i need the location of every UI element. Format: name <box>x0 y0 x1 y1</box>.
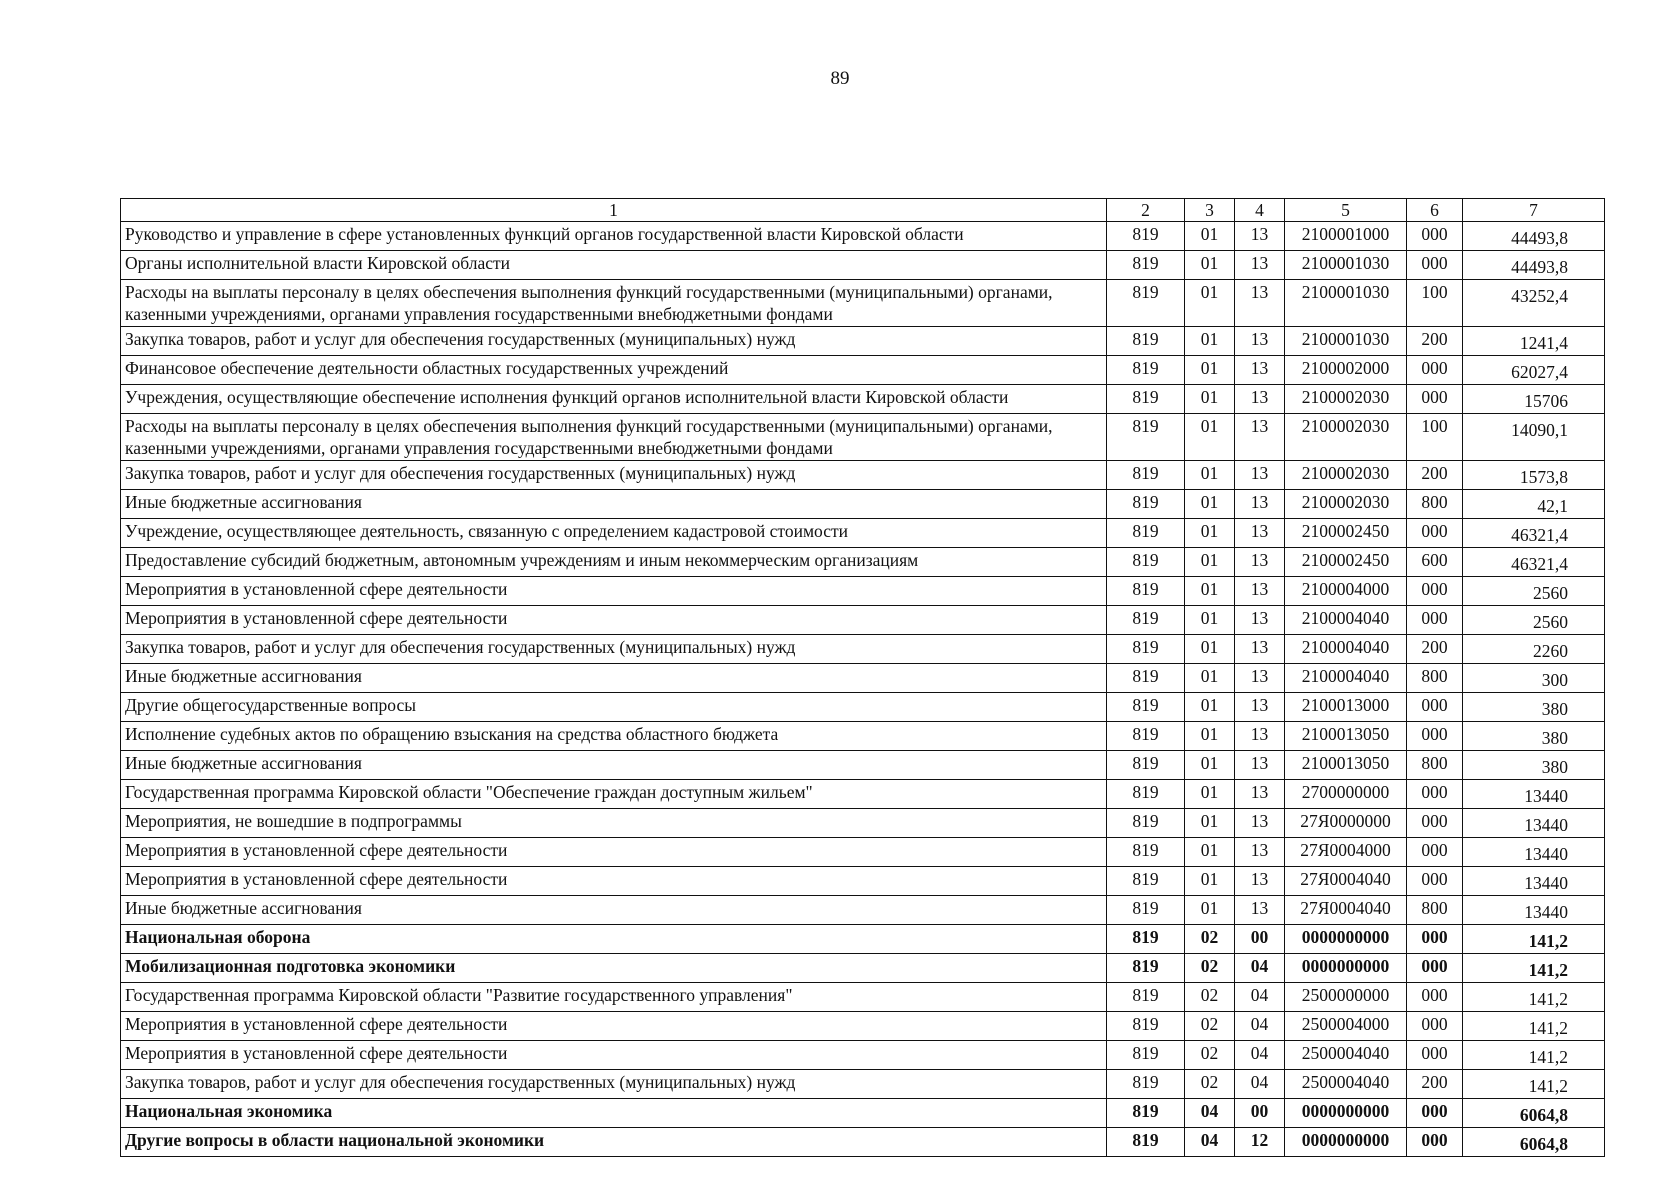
row-expense-type-cell: 000 <box>1407 925 1463 954</box>
row-section-cell: 01 <box>1185 664 1235 693</box>
row-expense-type-cell: 000 <box>1407 356 1463 385</box>
row-amount-cell: 6064,8 <box>1463 1128 1605 1157</box>
row-target-article-cell: 2100004000 <box>1285 577 1407 606</box>
row-expense-type-cell: 000 <box>1407 838 1463 867</box>
row-section-cell: 01 <box>1185 519 1235 548</box>
row-expense-type-cell: 200 <box>1407 1070 1463 1099</box>
row-amount-cell: 44493,8 <box>1463 222 1605 251</box>
column-header: 7 <box>1463 199 1605 222</box>
row-name-cell: Мероприятия в установленной сфере деятельности <box>121 838 1107 867</box>
column-header: 5 <box>1285 199 1407 222</box>
row-expense-type-cell: 800 <box>1407 490 1463 519</box>
table-row <box>121 222 1605 251</box>
row-amount-cell: 13440 <box>1463 809 1605 838</box>
row-section-cell: 01 <box>1185 490 1235 519</box>
row-section-cell: 01 <box>1185 222 1235 251</box>
row-section-cell: 01 <box>1185 577 1235 606</box>
row-amount-cell: 2560 <box>1463 577 1605 606</box>
row-code-cell: 819 <box>1107 925 1185 954</box>
table-row <box>121 490 1605 519</box>
column-header: 3 <box>1185 199 1235 222</box>
row-section-cell: 02 <box>1185 983 1235 1012</box>
row-target-article-cell: 2100001030 <box>1285 251 1407 280</box>
table-row <box>121 954 1605 983</box>
table-row <box>121 280 1605 327</box>
table-row <box>121 1041 1605 1070</box>
row-target-article-cell: 2100002000 <box>1285 356 1407 385</box>
row-subsection-cell: 13 <box>1235 809 1285 838</box>
row-code-cell: 819 <box>1107 327 1185 356</box>
row-amount-cell: 141,2 <box>1463 954 1605 983</box>
row-subsection-cell: 04 <box>1235 1070 1285 1099</box>
row-target-article-cell: 0000000000 <box>1285 925 1407 954</box>
row-subsection-cell: 13 <box>1235 461 1285 490</box>
row-subsection-cell: 13 <box>1235 693 1285 722</box>
row-target-article-cell: 2100002030 <box>1285 490 1407 519</box>
row-target-article-cell: 2100004040 <box>1285 664 1407 693</box>
table-row <box>121 867 1605 896</box>
row-amount-cell: 46321,4 <box>1463 519 1605 548</box>
row-code-cell: 819 <box>1107 1128 1185 1157</box>
table-row <box>121 1070 1605 1099</box>
table-row <box>121 780 1605 809</box>
row-code-cell: 819 <box>1107 1012 1185 1041</box>
row-name-cell: Закупка товаров, работ и услуг для обеспечения государственных (муниципальных) нужд <box>121 635 1107 664</box>
table-row <box>121 577 1605 606</box>
row-amount-cell: 1241,4 <box>1463 327 1605 356</box>
row-code-cell: 819 <box>1107 867 1185 896</box>
row-code-cell: 819 <box>1107 356 1185 385</box>
row-name-cell: Расходы на выплаты персоналу в целях обеспечения выполнения функций государственными (муниципальными) органами, казенными учреждениями, органами управления государственными внебюджетными фондами <box>121 280 1107 327</box>
table-row <box>121 838 1605 867</box>
table-row <box>121 385 1605 414</box>
row-subsection-cell: 00 <box>1235 925 1285 954</box>
row-name-cell: Учреждение, осуществляющее деятельность, связанную с определением кадастровой стоимости <box>121 519 1107 548</box>
row-section-cell: 02 <box>1185 1012 1235 1041</box>
row-subsection-cell: 13 <box>1235 635 1285 664</box>
row-amount-cell: 13440 <box>1463 896 1605 925</box>
row-section-cell: 01 <box>1185 896 1235 925</box>
row-expense-type-cell: 000 <box>1407 222 1463 251</box>
table-row <box>121 693 1605 722</box>
row-code-cell: 819 <box>1107 1070 1185 1099</box>
row-subsection-cell: 13 <box>1235 606 1285 635</box>
row-name-cell: Государственная программа Кировской области "Развитие государственного управления" <box>121 983 1107 1012</box>
row-target-article-cell: 2100001030 <box>1285 327 1407 356</box>
row-code-cell: 819 <box>1107 954 1185 983</box>
row-subsection-cell: 04 <box>1235 983 1285 1012</box>
row-expense-type-cell: 800 <box>1407 896 1463 925</box>
row-amount-cell: 6064,8 <box>1463 1099 1605 1128</box>
row-name-cell: Иные бюджетные ассигнования <box>121 664 1107 693</box>
row-target-article-cell: 0000000000 <box>1285 954 1407 983</box>
row-amount-cell: 141,2 <box>1463 1012 1605 1041</box>
row-expense-type-cell: 000 <box>1407 385 1463 414</box>
table-row <box>121 251 1605 280</box>
row-subsection-cell: 13 <box>1235 838 1285 867</box>
row-name-cell: Мобилизационная подготовка экономики <box>121 954 1107 983</box>
row-expense-type-cell: 000 <box>1407 693 1463 722</box>
row-expense-type-cell: 000 <box>1407 251 1463 280</box>
row-expense-type-cell: 200 <box>1407 635 1463 664</box>
row-expense-type-cell: 600 <box>1407 548 1463 577</box>
table-row <box>121 414 1605 461</box>
row-expense-type-cell: 800 <box>1407 751 1463 780</box>
row-amount-cell: 1573,8 <box>1463 461 1605 490</box>
row-amount-cell: 141,2 <box>1463 1041 1605 1070</box>
row-section-cell: 02 <box>1185 1070 1235 1099</box>
row-name-cell: Мероприятия в установленной сфере деятельности <box>121 577 1107 606</box>
row-expense-type-cell: 000 <box>1407 954 1463 983</box>
table-row <box>121 896 1605 925</box>
row-amount-cell: 2560 <box>1463 606 1605 635</box>
row-code-cell: 819 <box>1107 664 1185 693</box>
row-section-cell: 01 <box>1185 606 1235 635</box>
row-amount-cell: 380 <box>1463 751 1605 780</box>
row-amount-cell: 15706 <box>1463 385 1605 414</box>
row-expense-type-cell: 000 <box>1407 606 1463 635</box>
row-name-cell: Мероприятия, не вошедшие в подпрограммы <box>121 809 1107 838</box>
row-subsection-cell: 13 <box>1235 780 1285 809</box>
row-section-cell: 01 <box>1185 461 1235 490</box>
row-name-cell: Иные бюджетные ассигнования <box>121 751 1107 780</box>
table-row <box>121 548 1605 577</box>
row-code-cell: 819 <box>1107 414 1185 461</box>
row-name-cell: Иные бюджетные ассигнования <box>121 896 1107 925</box>
row-target-article-cell: 2500004000 <box>1285 1012 1407 1041</box>
row-section-cell: 02 <box>1185 954 1235 983</box>
row-section-cell: 02 <box>1185 1041 1235 1070</box>
table-header-row <box>121 199 1605 222</box>
row-code-cell: 819 <box>1107 251 1185 280</box>
row-subsection-cell: 13 <box>1235 519 1285 548</box>
row-code-cell: 819 <box>1107 385 1185 414</box>
row-subsection-cell: 13 <box>1235 280 1285 327</box>
row-amount-cell: 43252,4 <box>1463 280 1605 327</box>
row-code-cell: 819 <box>1107 606 1185 635</box>
row-target-article-cell: 2700000000 <box>1285 780 1407 809</box>
row-expense-type-cell: 200 <box>1407 461 1463 490</box>
row-target-article-cell: 2100004040 <box>1285 606 1407 635</box>
row-name-cell: Расходы на выплаты персоналу в целях обеспечения выполнения функций государственными (муниципальными) органами, казенными учреждениями, органами управления государственными внебюджетными фондами <box>121 414 1107 461</box>
row-name-cell: Другие вопросы в области национальной экономики <box>121 1128 1107 1157</box>
row-expense-type-cell: 000 <box>1407 867 1463 896</box>
row-section-cell: 04 <box>1185 1128 1235 1157</box>
row-code-cell: 819 <box>1107 693 1185 722</box>
row-amount-cell: 141,2 <box>1463 1070 1605 1099</box>
row-expense-type-cell: 000 <box>1407 1099 1463 1128</box>
row-code-cell: 819 <box>1107 490 1185 519</box>
table-row <box>121 461 1605 490</box>
row-amount-cell: 46321,4 <box>1463 548 1605 577</box>
row-name-cell: Закупка товаров, работ и услуг для обеспечения государственных (муниципальных) нужд <box>121 1070 1107 1099</box>
row-name-cell: Мероприятия в установленной сфере деятельности <box>121 606 1107 635</box>
row-code-cell: 819 <box>1107 1041 1185 1070</box>
row-expense-type-cell: 200 <box>1407 327 1463 356</box>
row-target-article-cell: 2100002450 <box>1285 519 1407 548</box>
row-section-cell: 01 <box>1185 414 1235 461</box>
row-name-cell: Финансовое обеспечение деятельности областных государственных учреждений <box>121 356 1107 385</box>
budget-table <box>120 198 1605 1157</box>
row-amount-cell: 2260 <box>1463 635 1605 664</box>
table-row <box>121 1012 1605 1041</box>
row-expense-type-cell: 100 <box>1407 414 1463 461</box>
row-target-article-cell: 2100004040 <box>1285 635 1407 664</box>
row-section-cell: 01 <box>1185 251 1235 280</box>
row-section-cell: 01 <box>1185 548 1235 577</box>
row-code-cell: 819 <box>1107 751 1185 780</box>
row-amount-cell: 42,1 <box>1463 490 1605 519</box>
row-subsection-cell: 13 <box>1235 664 1285 693</box>
row-subsection-cell: 13 <box>1235 548 1285 577</box>
row-name-cell: Национальная экономика <box>121 1099 1107 1128</box>
row-amount-cell: 380 <box>1463 722 1605 751</box>
row-target-article-cell: 2100013000 <box>1285 693 1407 722</box>
row-target-article-cell: 2100002030 <box>1285 461 1407 490</box>
row-code-cell: 819 <box>1107 722 1185 751</box>
column-header: 4 <box>1235 199 1285 222</box>
row-target-article-cell: 2500004040 <box>1285 1041 1407 1070</box>
table-row <box>121 356 1605 385</box>
row-section-cell: 01 <box>1185 327 1235 356</box>
row-target-article-cell: 2100013050 <box>1285 751 1407 780</box>
row-target-article-cell: 0000000000 <box>1285 1128 1407 1157</box>
row-subsection-cell: 13 <box>1235 327 1285 356</box>
row-expense-type-cell: 000 <box>1407 577 1463 606</box>
row-section-cell: 01 <box>1185 809 1235 838</box>
table-body <box>121 222 1605 1157</box>
row-subsection-cell: 12 <box>1235 1128 1285 1157</box>
row-amount-cell: 13440 <box>1463 780 1605 809</box>
row-section-cell: 01 <box>1185 867 1235 896</box>
table-row <box>121 809 1605 838</box>
row-name-cell: Другие общегосударственные вопросы <box>121 693 1107 722</box>
row-subsection-cell: 13 <box>1235 490 1285 519</box>
row-amount-cell: 13440 <box>1463 867 1605 896</box>
row-code-cell: 819 <box>1107 635 1185 664</box>
row-subsection-cell: 13 <box>1235 385 1285 414</box>
row-expense-type-cell: 000 <box>1407 780 1463 809</box>
row-target-article-cell: 2100002030 <box>1285 385 1407 414</box>
row-expense-type-cell: 000 <box>1407 519 1463 548</box>
row-amount-cell: 141,2 <box>1463 983 1605 1012</box>
row-subsection-cell: 13 <box>1235 867 1285 896</box>
row-subsection-cell: 13 <box>1235 414 1285 461</box>
row-code-cell: 819 <box>1107 809 1185 838</box>
row-section-cell: 01 <box>1185 751 1235 780</box>
row-code-cell: 819 <box>1107 548 1185 577</box>
row-code-cell: 819 <box>1107 577 1185 606</box>
row-name-cell: Мероприятия в установленной сфере деятельности <box>121 1041 1107 1070</box>
row-target-article-cell: 2500000000 <box>1285 983 1407 1012</box>
row-amount-cell: 13440 <box>1463 838 1605 867</box>
table-row <box>121 1099 1605 1128</box>
row-section-cell: 01 <box>1185 635 1235 664</box>
row-target-article-cell: 2100001030 <box>1285 280 1407 327</box>
row-expense-type-cell: 000 <box>1407 983 1463 1012</box>
row-section-cell: 01 <box>1185 722 1235 751</box>
row-amount-cell: 62027,4 <box>1463 356 1605 385</box>
row-target-article-cell: 2500004040 <box>1285 1070 1407 1099</box>
row-expense-type-cell: 100 <box>1407 280 1463 327</box>
row-subsection-cell: 04 <box>1235 954 1285 983</box>
table-row <box>121 983 1605 1012</box>
row-subsection-cell: 13 <box>1235 251 1285 280</box>
row-expense-type-cell: 000 <box>1407 722 1463 751</box>
row-code-cell: 819 <box>1107 780 1185 809</box>
row-name-cell: Государственная программа Кировской области "Обеспечение граждан доступным жильем" <box>121 780 1107 809</box>
row-section-cell: 01 <box>1185 693 1235 722</box>
column-header: 6 <box>1407 199 1463 222</box>
row-code-cell: 819 <box>1107 838 1185 867</box>
row-expense-type-cell: 000 <box>1407 809 1463 838</box>
table-row <box>121 519 1605 548</box>
column-header: 2 <box>1107 199 1185 222</box>
row-name-cell: Органы исполнительной власти Кировской области <box>121 251 1107 280</box>
row-target-article-cell: 27Я0004000 <box>1285 838 1407 867</box>
row-code-cell: 819 <box>1107 1099 1185 1128</box>
row-name-cell: Закупка товаров, работ и услуг для обеспечения государственных (муниципальных) нужд <box>121 461 1107 490</box>
row-code-cell: 819 <box>1107 896 1185 925</box>
row-name-cell: Закупка товаров, работ и услуг для обеспечения государственных (муниципальных) нужд <box>121 327 1107 356</box>
row-expense-type-cell: 000 <box>1407 1128 1463 1157</box>
row-section-cell: 01 <box>1185 280 1235 327</box>
table-row <box>121 606 1605 635</box>
row-expense-type-cell: 000 <box>1407 1041 1463 1070</box>
row-expense-type-cell: 800 <box>1407 664 1463 693</box>
page-number: 89 <box>830 68 850 89</box>
column-header: 1 <box>121 199 1107 222</box>
row-section-cell: 01 <box>1185 780 1235 809</box>
row-subsection-cell: 00 <box>1235 1099 1285 1128</box>
row-amount-cell: 141,2 <box>1463 925 1605 954</box>
row-section-cell: 01 <box>1185 385 1235 414</box>
row-name-cell: Учреждения, осуществляющие обеспечение исполнения функций органов исполнительной власти Кировской области <box>121 385 1107 414</box>
row-expense-type-cell: 000 <box>1407 1012 1463 1041</box>
table-row <box>121 722 1605 751</box>
table-row <box>121 327 1605 356</box>
row-subsection-cell: 13 <box>1235 722 1285 751</box>
row-subsection-cell: 13 <box>1235 356 1285 385</box>
row-code-cell: 819 <box>1107 461 1185 490</box>
row-section-cell: 02 <box>1185 925 1235 954</box>
row-name-cell: Руководство и управление в сфере установленных функций органов государственной власти Кировской области <box>121 222 1107 251</box>
row-target-article-cell: 2100001000 <box>1285 222 1407 251</box>
row-name-cell: Национальная оборона <box>121 925 1107 954</box>
row-target-article-cell: 27Я0000000 <box>1285 809 1407 838</box>
row-target-article-cell: 0000000000 <box>1285 1099 1407 1128</box>
row-name-cell: Мероприятия в установленной сфере деятельности <box>121 1012 1107 1041</box>
table-row <box>121 664 1605 693</box>
row-code-cell: 819 <box>1107 280 1185 327</box>
row-target-article-cell: 2100013050 <box>1285 722 1407 751</box>
row-section-cell: 01 <box>1185 838 1235 867</box>
row-code-cell: 819 <box>1107 222 1185 251</box>
row-name-cell: Мероприятия в установленной сфере деятельности <box>121 867 1107 896</box>
row-target-article-cell: 27Я0004040 <box>1285 867 1407 896</box>
table-row <box>121 635 1605 664</box>
row-target-article-cell: 27Я0004040 <box>1285 896 1407 925</box>
row-target-article-cell: 2100002030 <box>1285 414 1407 461</box>
row-subsection-cell: 13 <box>1235 577 1285 606</box>
row-subsection-cell: 13 <box>1235 222 1285 251</box>
row-name-cell: Исполнение судебных актов по обращению взыскания на средства областного бюджета <box>121 722 1107 751</box>
row-section-cell: 04 <box>1185 1099 1235 1128</box>
row-section-cell: 01 <box>1185 356 1235 385</box>
row-code-cell: 819 <box>1107 983 1185 1012</box>
table-row <box>121 1128 1605 1157</box>
table-row <box>121 925 1605 954</box>
row-subsection-cell: 04 <box>1235 1041 1285 1070</box>
row-target-article-cell: 2100002450 <box>1285 548 1407 577</box>
table-row <box>121 751 1605 780</box>
row-name-cell: Иные бюджетные ассигнования <box>121 490 1107 519</box>
row-amount-cell: 380 <box>1463 693 1605 722</box>
row-amount-cell: 300 <box>1463 664 1605 693</box>
row-amount-cell: 44493,8 <box>1463 251 1605 280</box>
row-subsection-cell: 13 <box>1235 751 1285 780</box>
row-amount-cell: 14090,1 <box>1463 414 1605 461</box>
row-name-cell: Предоставление субсидий бюджетным, автономным учреждениям и иным некоммерческим организациям <box>121 548 1107 577</box>
row-code-cell: 819 <box>1107 519 1185 548</box>
row-subsection-cell: 04 <box>1235 1012 1285 1041</box>
row-subsection-cell: 13 <box>1235 896 1285 925</box>
